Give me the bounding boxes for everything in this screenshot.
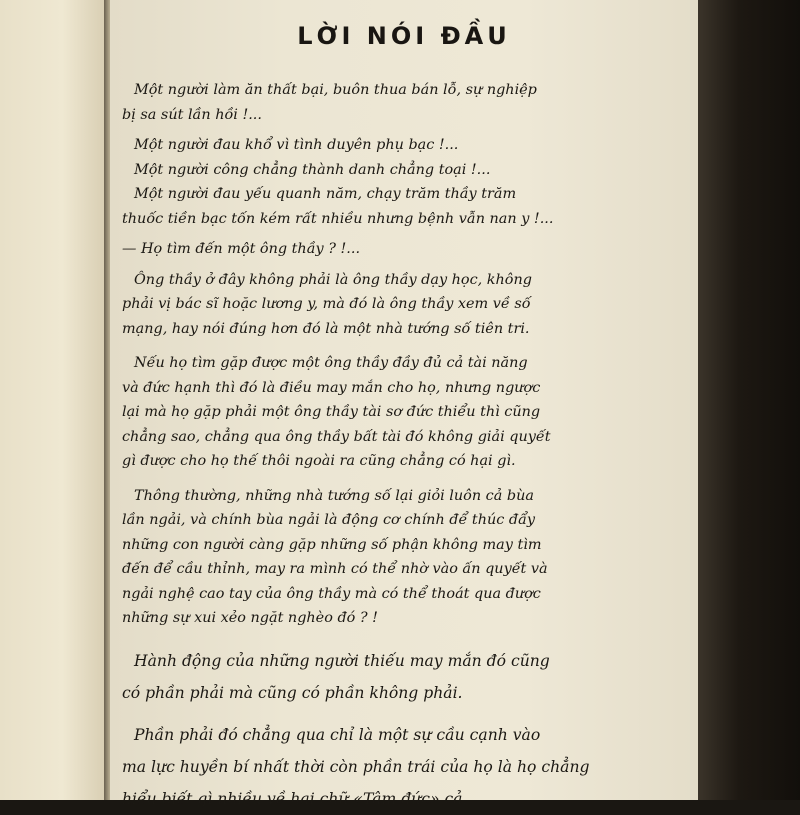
text-line: ma lực huyền bí nhất thời còn phần trái của họ là họ chẳng	[122, 757, 590, 776]
text-line: — Họ tìm đến một ông thầy ? !...	[122, 241, 361, 257]
text-line: bị sa sút lần hồi !...	[122, 106, 262, 123]
text-line: mạng, hay nói đúng hơn đó là một nhà tướng số tiên tri.	[122, 320, 530, 337]
text-line: chẳng sao, chẳng qua ông thầy bất tài đó không giải quyết	[122, 428, 551, 445]
text-line: Hành động của những người thiếu may mắn đó cũng	[134, 651, 550, 670]
background-shadow	[698, 0, 800, 800]
left-page-edge	[0, 0, 104, 800]
text-line: Phần phải đó chẳng qua chỉ là một sự cầu cạnh vào	[134, 725, 541, 744]
text-line: Thông thường, những nhà tướng số lại giỏi luôn cả bùa	[134, 487, 534, 504]
text-line: lần ngải, và chính bùa ngải là động cơ chính để thúc đẩy	[122, 512, 536, 528]
text-line: những con người càng gặp những số phận không may tìm	[122, 536, 542, 553]
text-line: hiểu biết gì nhiều về hai chữ «Tâm đức» cả.	[122, 789, 468, 808]
text-line: đến để cầu thỉnh, may ra mình có thể nhờ vào ấn quyết và	[122, 561, 548, 577]
text-line: Một người công chẳng thành danh chẳng toại !...	[134, 161, 491, 178]
text-line: Một người làm ăn thất bại, buôn thua bán lỗ, sự nghiệp	[134, 82, 537, 98]
text-line: và đức hạnh thì đó là điều may mắn cho họ, nhưng ngược	[122, 379, 541, 396]
text-line: Ông thầy ở đây không phải là ông thầy dạy học, không	[134, 271, 532, 288]
text-line: Nếu họ tìm gặp được một ông thầy đầy đủ cả tài năng	[134, 355, 528, 371]
body-text	[122, 78, 670, 815]
text-line: ngải nghệ cao tay của ông thầy mà có thể thoát qua được	[122, 585, 541, 602]
page-title: LỜI NÓI ĐẦU	[297, 22, 511, 50]
text-line: những sự xui xẻo ngặt nghèo đó ? !	[122, 610, 378, 626]
text-line: lại mà họ gặp phải một ông thầy tài sơ đức thiểu thì cũng	[122, 404, 541, 420]
text-line: Một người đau khổ vì tình duyên phụ bạc !...	[134, 137, 459, 153]
text-line: thuốc tiền bạc tốn kém rất nhiều nhưng bệnh vẫn nan y !...	[122, 210, 554, 227]
text-line: gì được cho họ thế thôi ngoài ra cũng chẳng có hại gì.	[122, 453, 516, 469]
text-line: có phần phải mà cũng có phần không phải.	[122, 683, 463, 702]
text-line: phải vị bác sĩ hoặc lương y, mà đó là ông thầy xem về số	[122, 296, 531, 312]
text-line: Một người đau yếu quanh năm, chạy trăm thầy trăm	[134, 186, 517, 202]
